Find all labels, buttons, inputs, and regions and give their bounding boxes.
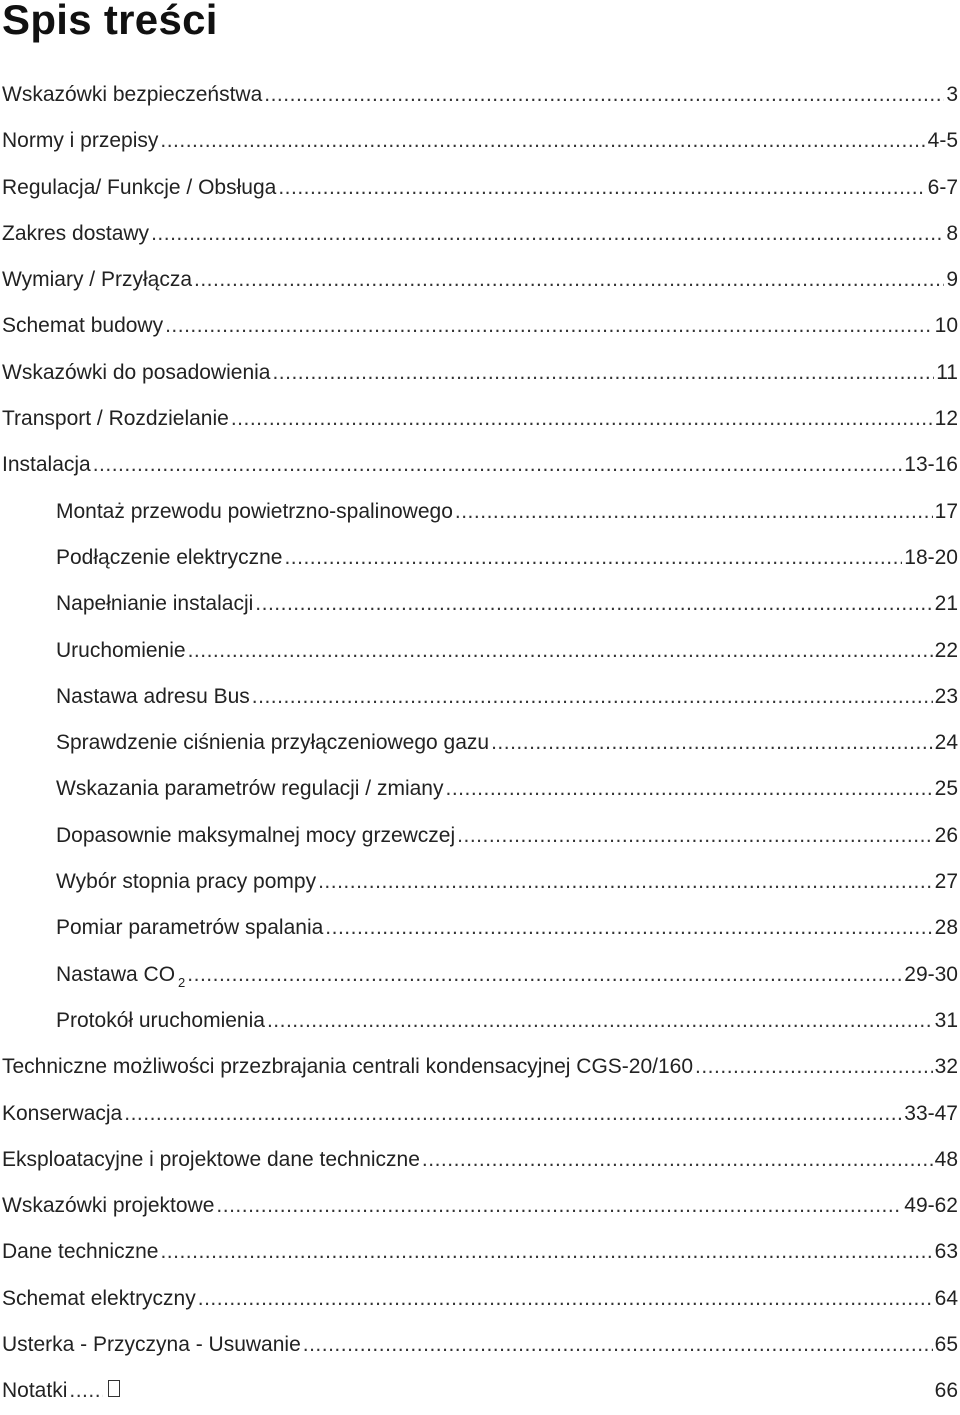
dot-leader	[252, 674, 933, 720]
toc-entry-label	[2, 1137, 420, 1183]
dot-leader	[255, 581, 932, 627]
toc-entry-title: Dopasownie maksymalnej mocy grzewczej	[56, 823, 456, 847]
toc-entry	[0, 1044, 960, 1090]
toc-entry-label	[56, 720, 489, 766]
toc-entry-label	[2, 1229, 158, 1275]
toc-entry	[0, 211, 960, 257]
toc-page-number: 48	[934, 1147, 958, 1171]
toc-entry	[0, 1183, 960, 1229]
toc-entry-label	[2, 118, 158, 164]
dot-leader	[455, 489, 933, 535]
dot-leader	[267, 998, 933, 1044]
toc-entry-label	[2, 257, 192, 303]
toc-entry-label	[2, 303, 163, 349]
toc-entry-title: Schemat elektryczny	[2, 1286, 196, 1310]
toc-subentry	[0, 813, 960, 859]
toc-page-number: 28	[934, 916, 958, 940]
toc-entry-label	[56, 674, 250, 720]
toc-entry-label	[56, 628, 186, 674]
toc-entry	[0, 1322, 960, 1368]
toc-entry-label	[2, 1276, 196, 1322]
toc-entry-label	[2, 1091, 122, 1137]
toc-entry-title: Zakres dostawy	[2, 221, 150, 245]
toc-page-number: 26	[934, 823, 958, 847]
toc-entry-title: Uruchomienie	[56, 638, 186, 662]
toc-page-number: 10	[934, 314, 958, 338]
toc-subentry	[0, 952, 960, 998]
toc-page-number: 11	[936, 360, 958, 384]
dot-leader	[93, 442, 903, 488]
dot-leader	[187, 952, 902, 998]
toc-page-number: 49-62	[904, 1194, 958, 1218]
table-of-contents	[0, 72, 960, 1415]
toc-entry-title: Techniczne możliwości przezbrajania centrali kondensacyjnej CGS-20/160	[2, 1055, 694, 1079]
toc-entry	[0, 1229, 960, 1275]
toc-page-number: 13-16	[904, 453, 958, 477]
toc-entry	[0, 1137, 960, 1183]
toc-subentry	[0, 905, 960, 951]
dot-leader	[457, 813, 932, 859]
toc-page-number: 31	[934, 1008, 958, 1032]
toc-entry-label	[2, 1322, 301, 1368]
toc-entry-title: Notatki	[2, 1379, 68, 1403]
toc-entry-label	[56, 535, 282, 581]
toc-entry-title: Wskazówki do posadowienia	[2, 360, 271, 384]
toc-entry-title: Wskazania parametrów regulacji / zmiany	[56, 777, 444, 801]
toc-entry-label	[2, 1044, 693, 1090]
toc-page-number: 63	[934, 1240, 958, 1264]
toc-page-number: 4-5	[927, 129, 958, 153]
toc-entry-title: Wskazówki bezpieczeństwa	[2, 83, 263, 106]
toc-entry	[0, 350, 960, 396]
toc-entry	[0, 442, 960, 488]
toc-entry-title: Sprawdzenie ciśnienia przyłączeniowego gazu	[56, 731, 490, 755]
toc-entry	[0, 257, 960, 303]
toc-entry-label	[56, 952, 185, 998]
dot-leader	[216, 1183, 902, 1229]
dot-leader	[318, 859, 933, 905]
toc-page-number: 17	[934, 499, 958, 523]
toc-entry-label	[56, 859, 316, 905]
toc-subentry	[0, 674, 960, 720]
toc-subentry	[0, 581, 960, 627]
toc-entry-label	[56, 998, 265, 1044]
toc-page-number: 8	[946, 221, 958, 245]
toc-subentry	[0, 489, 960, 535]
toc-entry-label	[2, 72, 262, 118]
toc-entry	[0, 1091, 960, 1137]
toc-entry-title: Schemat budowy	[2, 314, 164, 338]
dot-leader	[231, 396, 933, 442]
box-icon	[108, 1380, 120, 1397]
dot-leader	[422, 1137, 933, 1183]
toc-entry-label	[56, 905, 323, 951]
dot-leader	[194, 257, 944, 303]
dot-leader	[278, 165, 925, 211]
page-title: Spis treści	[2, 0, 218, 43]
toc-page-number: 65	[934, 1333, 958, 1357]
toc-entry-subscript: 2	[178, 974, 186, 990]
toc-page-number: 3	[946, 83, 958, 106]
toc-page-number: 9	[946, 268, 958, 292]
toc-page-number: 27	[934, 870, 958, 894]
toc-page-number: 12	[934, 407, 958, 431]
toc-entry-title: Podłączenie elektryczne	[56, 545, 283, 569]
toc-page-number: 29-30	[904, 962, 958, 986]
toc-entry-title: Usterka - Przyczyna - Usuwanie	[2, 1333, 301, 1357]
toc-subentry	[0, 628, 960, 674]
dot-leader	[445, 766, 932, 812]
toc-subentry	[0, 859, 960, 905]
toc-entry-title: Normy i przepisy	[2, 129, 159, 153]
toc-page-number: 25	[934, 777, 958, 801]
toc-entry-title: Protokół uruchomienia	[56, 1008, 265, 1032]
dot-leader	[165, 303, 933, 349]
dot-leader	[491, 720, 933, 766]
toc-page-number: 32	[934, 1055, 958, 1079]
toc-page-number: 33-47	[904, 1101, 958, 1125]
toc-entry-label	[56, 813, 455, 859]
dot-leader	[284, 535, 902, 581]
toc-entry-title: Eksploatacyjne i projektowe dane techniczne	[2, 1147, 420, 1171]
toc-entry-label	[2, 1183, 214, 1229]
toc-entry	[0, 396, 960, 442]
dot-leader	[264, 72, 944, 118]
dot-leader	[124, 1091, 902, 1137]
toc-entry-label	[56, 581, 253, 627]
toc-entry-title: Transport / Rozdzielanie	[2, 407, 229, 431]
toc-entry-title: Dane techniczne	[2, 1240, 159, 1264]
toc-entry-title: Pomiar parametrów spalania	[56, 916, 324, 940]
toc-entry-title: Wybór stopnia pracy pompy	[56, 870, 317, 894]
dot-leader	[272, 350, 934, 396]
toc-page-number: 66	[934, 1379, 958, 1403]
toc-page-number: 23	[934, 684, 958, 708]
toc-entry-label	[56, 489, 453, 535]
toc-subentry	[0, 720, 960, 766]
toc-entry-title: Wymiary / Przyłącza	[2, 268, 192, 292]
toc-entry	[0, 118, 960, 164]
toc-entry-title: Konserwacja	[2, 1101, 123, 1125]
toc-entry	[0, 303, 960, 349]
dot-leader	[69, 1368, 103, 1414]
dot-leader	[160, 1229, 932, 1275]
toc-page-number: 18-20	[904, 545, 958, 569]
toc-subentry	[0, 766, 960, 812]
toc-entry-label	[2, 442, 91, 488]
toc-entry	[0, 1368, 960, 1414]
toc-subentry	[0, 535, 960, 581]
toc-entry-label	[2, 396, 229, 442]
toc-entry-title: Napełnianie instalacji	[56, 592, 254, 616]
toc-entry-label	[2, 1368, 67, 1414]
toc-entry-label	[2, 165, 276, 211]
toc-entry-title: Regulacja/ Funkcje / Obsługa	[2, 175, 277, 199]
toc-entry	[0, 72, 960, 118]
toc-entry	[0, 1276, 960, 1322]
dot-leader	[695, 1044, 933, 1090]
toc-entry-title: Montaż przewodu powietrzno-spalinowego	[56, 499, 453, 523]
toc-page-number: 24	[934, 731, 958, 755]
toc-subentry	[0, 998, 960, 1044]
dot-leader	[325, 905, 932, 951]
dot-leader	[188, 628, 933, 674]
toc-page-number: 21	[934, 592, 958, 616]
toc-entry-label	[2, 211, 149, 257]
toc-entry	[0, 165, 960, 211]
dot-leader	[198, 1276, 933, 1322]
dot-leader	[151, 211, 944, 257]
toc-entry-title: Nastawa CO	[56, 962, 176, 986]
dot-leader	[160, 118, 925, 164]
toc-entry-title: Wskazówki projektowe	[2, 1194, 215, 1218]
dot-leader	[303, 1322, 933, 1368]
toc-page-number: 6-7	[927, 175, 958, 199]
toc-page-number: 64	[934, 1286, 958, 1310]
toc-entry-title: Nastawa adresu Bus	[56, 684, 250, 708]
toc-page-number: 22	[934, 638, 958, 662]
toc-entry-label	[2, 350, 270, 396]
toc-entry-title: Instalacja	[2, 453, 91, 477]
toc-entry-label	[56, 766, 443, 812]
